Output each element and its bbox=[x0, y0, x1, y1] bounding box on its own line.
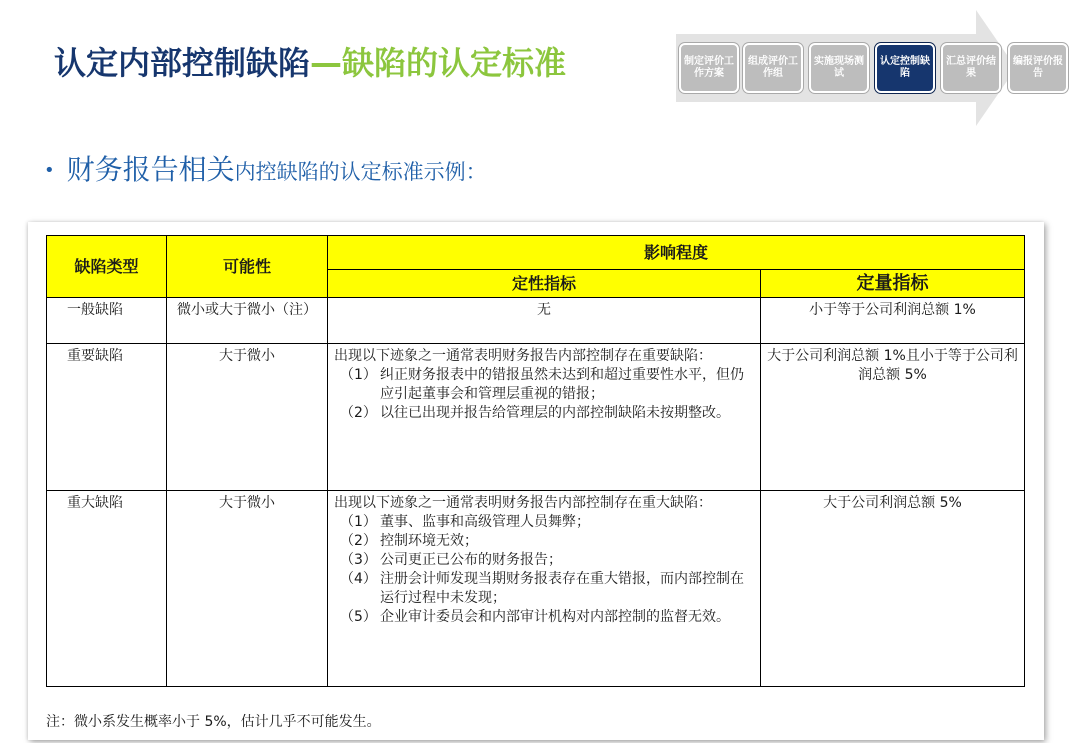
table-row bbox=[47, 298, 1025, 344]
header-impact: 影响程度 bbox=[328, 236, 1025, 270]
bullet-heading bbox=[44, 148, 487, 188]
qualitative-intro: 出现以下迹象之一通常表明财务报告内部控制存在重大缺陷： bbox=[334, 495, 712, 511]
cell-qualitative bbox=[328, 298, 761, 344]
cell-defect-type: 重大缺陷 bbox=[47, 491, 167, 687]
list-item-text: 控制环境无效； bbox=[380, 533, 478, 549]
cell-quantitative: 大于公司利润总额 1%且小于等于公司利润总额 5% bbox=[761, 344, 1025, 491]
bullet-heading-small: 内控缺陷的认定标准示例： bbox=[234, 160, 487, 184]
step-2: 组成评价工作组 bbox=[743, 43, 803, 93]
cell-qualitative bbox=[328, 344, 761, 491]
list-item-number: （5） bbox=[340, 609, 377, 625]
list-item-number: （2） bbox=[340, 405, 377, 421]
list-item-text: 注册会计师发现当期财务报表存在重大错报，而内部控制在运行过程中未发现； bbox=[380, 571, 744, 606]
list-item-text: 以往已出现并报告给管理层的内部控制缺陷未按期整改。 bbox=[380, 405, 730, 421]
defect-standard-table bbox=[46, 235, 1025, 687]
list-item-number: （1） bbox=[340, 514, 377, 530]
cell-qualitative bbox=[328, 491, 761, 687]
list-item bbox=[334, 366, 754, 404]
bullet-dot-icon: • bbox=[44, 160, 55, 181]
cell-quantitative: 大于公司利润总额 5% bbox=[761, 491, 1025, 687]
step-5: 汇总评价结果 bbox=[941, 43, 1001, 93]
step-1: 制定评价工作方案 bbox=[679, 43, 739, 93]
qualitative-intro: 无 bbox=[537, 302, 551, 318]
header-qualitative: 定性指标 bbox=[328, 270, 761, 298]
cell-possibility: 大于微小 bbox=[167, 344, 328, 491]
cell-defect-type: 一般缺陷 bbox=[47, 298, 167, 344]
list-item-text: 董事、监事和高级管理人员舞弊； bbox=[380, 514, 590, 530]
list-item-number: （3） bbox=[340, 552, 377, 568]
table-row bbox=[47, 344, 1025, 491]
step-6: 编报评价报告 bbox=[1008, 43, 1068, 93]
cell-possibility: 大于微小 bbox=[167, 491, 328, 687]
list-item bbox=[334, 404, 754, 423]
list-item bbox=[334, 513, 754, 532]
table-row bbox=[47, 491, 1025, 687]
header-possibility: 可能性 bbox=[167, 236, 328, 298]
page-title bbox=[54, 38, 566, 84]
header-quantitative: 定量指标 bbox=[761, 270, 1025, 298]
cell-defect-type: 重要缺陷 bbox=[47, 344, 167, 491]
list-item-text: 公司更正已公布的财务报告； bbox=[380, 552, 562, 568]
list-item-number: （1） bbox=[340, 367, 377, 383]
list-item-text: 纠正财务报表中的错报虽然未达到和超过重要性水平，但仍应引起董事会和管理层重视的错报； bbox=[380, 367, 744, 402]
step-4: 认定控制缺陷 bbox=[875, 43, 935, 93]
list-item bbox=[334, 551, 754, 570]
title-sub: —缺陷的认定标准 bbox=[310, 44, 567, 82]
footnote: 注：微小系发生概率小于 5%，估计几乎不可能发生。 bbox=[46, 714, 381, 730]
cell-quantitative: 小于等于公司利润总额 1% bbox=[761, 298, 1025, 344]
bullet-heading-large: 财务报告相关 bbox=[66, 153, 235, 186]
list-item bbox=[334, 532, 754, 551]
list-item-number: （2） bbox=[340, 533, 377, 549]
list-item-text: 企业审计委员会和内部审计机构对内部控制的监督无效。 bbox=[380, 609, 730, 625]
list-item-number: （4） bbox=[340, 571, 377, 587]
list-item bbox=[334, 570, 754, 608]
title-main: 认定内部控制缺陷 bbox=[54, 44, 311, 82]
list-item bbox=[334, 608, 754, 627]
step-3: 实施现场测试 bbox=[809, 43, 869, 93]
cell-possibility: 微小或大于微小（注） bbox=[167, 298, 328, 344]
qualitative-intro: 出现以下迹象之一通常表明财务报告内部控制存在重要缺陷： bbox=[334, 348, 712, 364]
header-defect-type: 缺陷类型 bbox=[47, 236, 167, 298]
